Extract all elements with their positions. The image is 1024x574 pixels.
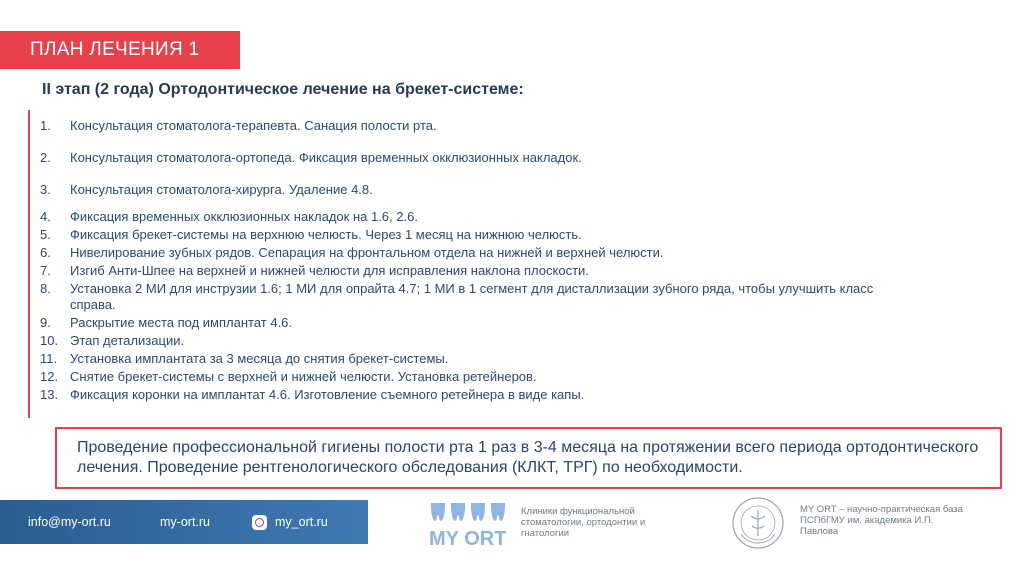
list-item: 7. Изгиб Анти-Шпее на верхней и нижней челюсти для исправления наклона плоскости. <box>40 263 589 278</box>
accent-divider <box>28 110 30 418</box>
list-item: 2. Консультация стоматолога-ортопеда. Фиксация временных окклюзионных накладок. <box>40 150 582 165</box>
logo-wordmark: MY ORT <box>429 528 507 549</box>
partner-caption: MY ORT – научно-практическая база ПСПбГМУ им. академика И.П. Павлова <box>800 504 963 537</box>
treatment-steps-list <box>40 118 960 403</box>
hygiene-note-box <box>55 427 1002 489</box>
list-item: 8. Установка 2 МИ для инструзии 1.6; 1 МИ для опрайта 4.7; 1 МИ в 1 сегмент для дисталлизации зубного ряда, чтобы улучшить класс справа. <box>40 281 874 312</box>
list-item: 3. Консультация стоматолога-хирурга. Удаление 4.8. <box>40 182 373 197</box>
hygiene-note-text: Проведение профессиональной гигиены полости рта 1 раз в 3-4 месяца на протяжении всего периода ортодонтического лечения. Проведение рентгенологического обследования (КЛКТ, ТРГ) по необходимости. <box>77 439 979 476</box>
contact-bar <box>0 500 368 544</box>
list-item: 4. Фиксация временных окклюзионных накладок на 1.6, 2.6. <box>40 209 418 224</box>
list-item: 12. Снятие брекет-системы с верхней и нижней челюсти. Установка ретейнеров. <box>40 369 537 384</box>
email-link[interactable]: info@my-ort.ru <box>28 515 111 529</box>
page-title: ПЛАН ЛЕЧЕНИЯ 1 <box>30 39 200 60</box>
list-item: 1. Консультация стоматолога-терапевта. Санация полости рта. <box>40 118 437 133</box>
list-item: 11. Установка имплантата за 3 месяца до снятия брекет-системы. <box>40 351 449 366</box>
instagram-link[interactable]: my_ort.ru <box>275 515 328 529</box>
list-item: 6. Нивелирование зубных рядов. Сепарация на фронтальном отдела на нижней и верхней челюсти. <box>40 245 664 260</box>
list-item: 9. Раскрытие места под имплантат 4.6. <box>40 315 293 330</box>
instagram-icon <box>252 515 267 530</box>
university-seal-icon <box>731 496 785 550</box>
list-item: 13. Фиксация коронки на имплантат 4.6. Изготовление съемного ретейнера в виде капы. <box>40 387 585 402</box>
list-item: 5. Фиксация брекет-системы на верхнюю челюсть. Через 1 месяц на нижнюю челюсть. <box>40 227 582 242</box>
clinic-caption: Клиники функциональной стоматологии, ортодонтии и гнатологии <box>521 506 646 539</box>
title-bar <box>0 31 240 69</box>
website-link[interactable]: my-ort.ru <box>160 515 210 529</box>
stage-heading: II этап (2 года) Ортодонтическое лечение на брекет-системе: <box>42 81 524 98</box>
list-item: 10. Этап детализации. <box>40 333 185 348</box>
tooth-logo-icon <box>427 499 513 549</box>
